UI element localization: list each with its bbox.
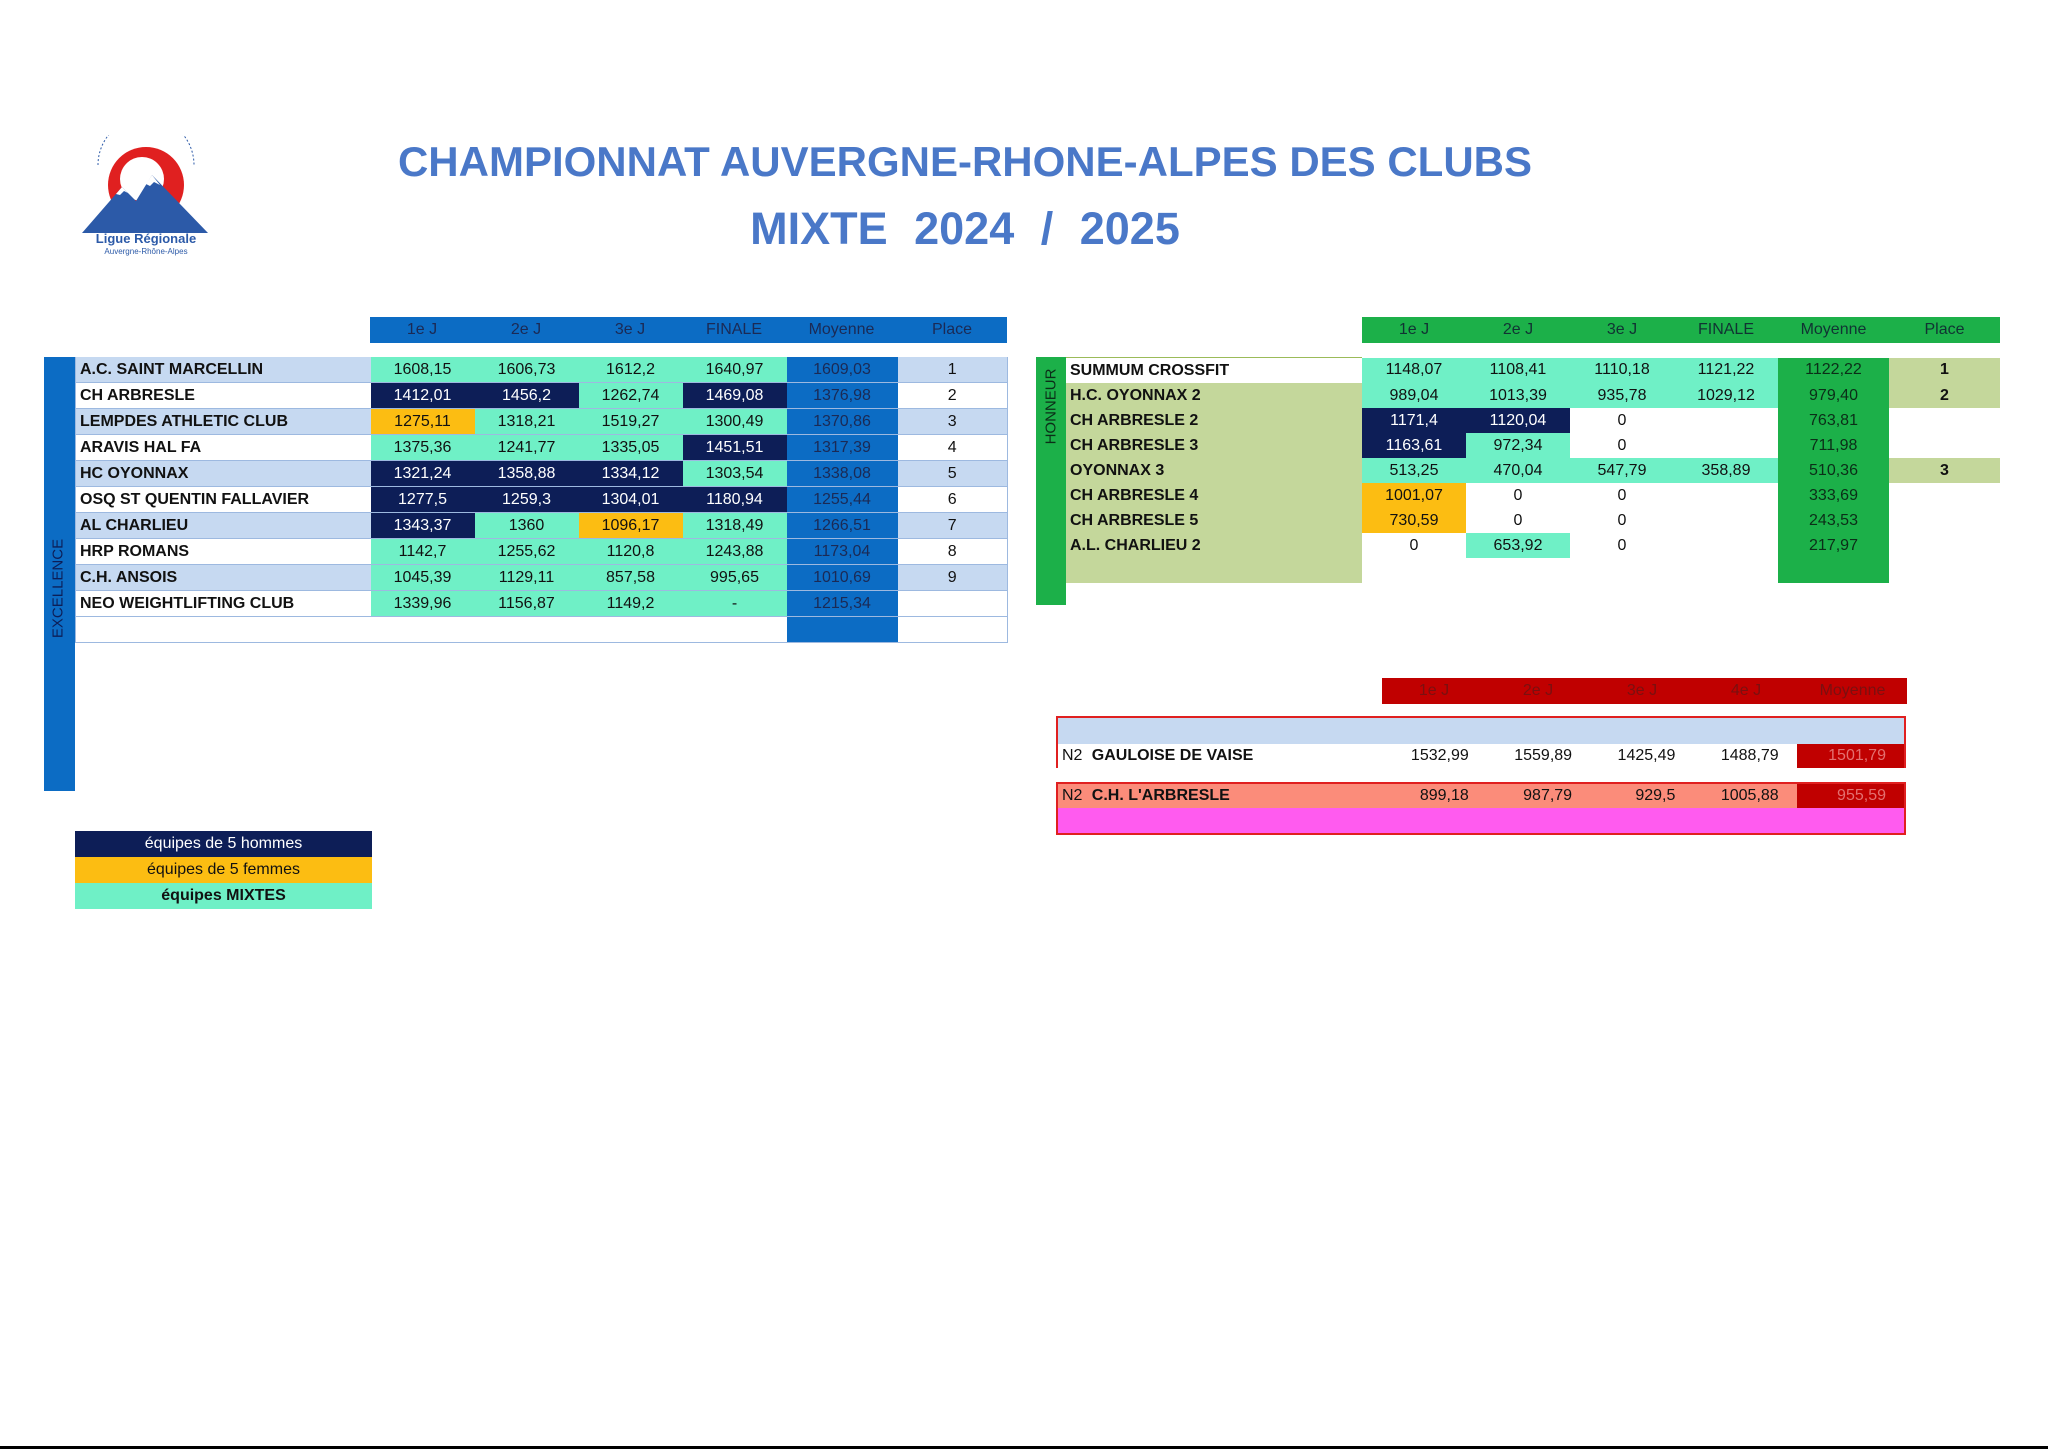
- score-moyenne: 1338,08: [787, 461, 898, 487]
- team-name: C.H. L'ARBRESLE: [1091, 787, 1230, 804]
- score-moy: 955,59: [1797, 784, 1904, 808]
- place: 1: [898, 357, 1008, 383]
- table-row: [1066, 533, 2000, 558]
- excellence-header: [75, 317, 1007, 343]
- score-moyenne: 979,40: [1778, 383, 1889, 408]
- header-3ej: 3e J: [578, 317, 682, 343]
- header-2ej: 2e J: [474, 317, 578, 343]
- score-moyenne: 1376,98: [787, 383, 898, 409]
- score-finale: 1318,49: [683, 513, 787, 539]
- season-subtitle: MIXTE 2024 / 2025: [750, 203, 1180, 254]
- empty-cell: [371, 617, 475, 643]
- score-j1: 1045,39: [371, 565, 475, 591]
- score-moyenne: 243,53: [1778, 508, 1889, 533]
- empty-cell: [787, 617, 898, 643]
- score-j2: 1360: [475, 513, 579, 539]
- score-finale: 1303,54: [683, 461, 787, 487]
- score-j4: 1488,79: [1720, 747, 1779, 764]
- table-row: [76, 565, 1008, 591]
- n2-pink-row: [1058, 808, 1904, 833]
- score-j1: 0: [1362, 533, 1466, 558]
- header-place: Place: [897, 317, 1007, 343]
- table-row: [1066, 458, 2000, 483]
- place: 9: [898, 565, 1008, 591]
- score-moyenne: 1370,86: [787, 409, 898, 435]
- score-moyenne: 217,97: [1778, 533, 1889, 558]
- place: [1889, 433, 2000, 458]
- score-j3: 929,5: [1635, 787, 1676, 804]
- table-row: [76, 357, 1008, 383]
- team-name: CH ARBRESLE 4: [1066, 483, 1362, 508]
- table-row: [76, 461, 1008, 487]
- table-row: [76, 513, 1008, 539]
- score-finale: 1469,08: [683, 383, 787, 409]
- header-4ej: 4e J: [1694, 678, 1798, 704]
- empty-cell: [475, 617, 579, 643]
- n2-header: [1382, 678, 1907, 704]
- legend-women: équipes de 5 femmes: [75, 857, 372, 883]
- place: [898, 591, 1008, 617]
- score-j1: 1148,07: [1362, 358, 1466, 384]
- score-moyenne: 1255,44: [787, 487, 898, 513]
- table-row: [1066, 483, 2000, 508]
- score-j3: 547,79: [1570, 458, 1674, 483]
- score-j1: 899,18: [1419, 787, 1469, 804]
- score-j3: 1335,05: [579, 435, 683, 461]
- score-j2: 1120,04: [1466, 408, 1570, 433]
- empty-cell: [579, 617, 683, 643]
- n2-block-2: [1056, 782, 1906, 835]
- table-row-empty: [1066, 558, 2000, 583]
- place: [1889, 533, 2000, 558]
- score-j3: 0: [1570, 483, 1674, 508]
- score-j2: 0: [1466, 483, 1570, 508]
- score-moy: 1501,79: [1797, 744, 1904, 768]
- place: [1889, 508, 2000, 533]
- place: 2: [1889, 383, 2000, 408]
- page-title: CHAMPIONNAT AUVERGNE-RHONE-ALPES DES CLUBS: [397, 138, 1533, 185]
- score-moyenne: 711,98: [1778, 433, 1889, 458]
- table-row: [1066, 433, 2000, 458]
- table-row-empty: [76, 617, 1008, 643]
- score-finale: 1121,22: [1674, 358, 1778, 384]
- header-2ej: 2e J: [1466, 317, 1570, 343]
- logo-name: Ligue Régionale: [95, 231, 197, 246]
- score-j2: 0: [1466, 508, 1570, 533]
- score-j1: 989,04: [1362, 383, 1466, 408]
- team-name: AL CHARLIEU: [76, 513, 371, 539]
- empty-cell: [1362, 558, 1466, 583]
- score-j3: 1110,18: [1570, 358, 1674, 384]
- score-moyenne: 763,81: [1778, 408, 1889, 433]
- score-moyenne: 1215,34: [787, 591, 898, 617]
- score-j1: 1608,15: [371, 357, 475, 383]
- header-finale: FINALE: [1674, 317, 1778, 343]
- score-j1: 1375,36: [371, 435, 475, 461]
- score-j3: 1304,01: [579, 487, 683, 513]
- score-moyenne: 1317,39: [787, 435, 898, 461]
- division-level: N2: [1062, 787, 1083, 804]
- empty-cell: [1674, 558, 1778, 583]
- score-finale: [1674, 433, 1778, 458]
- score-j2: 1358,88: [475, 461, 579, 487]
- team-name: CH ARBRESLE: [76, 383, 371, 409]
- team-name: CH ARBRESLE 3: [1066, 433, 1362, 458]
- score-finale: [1674, 508, 1778, 533]
- score-j1: 1343,37: [371, 513, 475, 539]
- header-2ej: 2e J: [1486, 678, 1590, 704]
- score-j2: 972,34: [1466, 433, 1570, 458]
- score-j3: 1612,2: [579, 357, 683, 383]
- table-row: [76, 591, 1008, 617]
- score-j3: 1120,8: [579, 539, 683, 565]
- score-j1: 1001,07: [1362, 483, 1466, 508]
- table-row: [76, 435, 1008, 461]
- legend-men: équipes de 5 hommes: [75, 831, 372, 857]
- division-level: N2: [1062, 747, 1083, 764]
- n2-block-1: [1056, 716, 1906, 768]
- header-place: Place: [1889, 317, 2000, 343]
- score-j2: 653,92: [1466, 533, 1570, 558]
- team-name: A.L. CHARLIEU 2: [1066, 533, 1362, 558]
- score-finale: [1674, 483, 1778, 508]
- score-j1: 1142,7: [371, 539, 475, 565]
- team-name: CH ARBRESLE 5: [1066, 508, 1362, 533]
- team-name: C.H. ANSOIS: [76, 565, 371, 591]
- score-j2: 1456,2: [475, 383, 579, 409]
- score-finale: 1640,97: [683, 357, 787, 383]
- team-name: SUMMUM CROSSFIT: [1066, 358, 1362, 384]
- table-row: [76, 487, 1008, 513]
- score-j1: 1277,5: [371, 487, 475, 513]
- score-finale: 1029,12: [1674, 383, 1778, 408]
- header-moyenne: Moyenne: [786, 317, 897, 343]
- header-finale: FINALE: [682, 317, 786, 343]
- score-j1: 1321,24: [371, 461, 475, 487]
- table-row: [1058, 784, 1904, 808]
- score-j2: 1108,41: [1466, 358, 1570, 384]
- place: 4: [898, 435, 1008, 461]
- logo-subtitle: Auvergne-Rhône-Alpes: [104, 247, 188, 256]
- empty-cell: [683, 617, 787, 643]
- place: 2: [898, 383, 1008, 409]
- honneur-label: HONNEUR: [1042, 368, 1060, 445]
- score-j2: 1013,39: [1466, 383, 1570, 408]
- empty-cell: [76, 617, 371, 643]
- score-j2: 1318,21: [475, 409, 579, 435]
- excellence-label: EXCELLENCE: [49, 538, 67, 639]
- header-1ej: 1e J: [1382, 678, 1486, 704]
- empty-cell: [1466, 558, 1570, 583]
- header-1ej: 1e J: [370, 317, 474, 343]
- place: 5: [898, 461, 1008, 487]
- table-row: [1058, 744, 1904, 768]
- score-j2: 1129,11: [475, 565, 579, 591]
- legend: [75, 831, 372, 909]
- score-moyenne: 1173,04: [787, 539, 898, 565]
- score-moyenne: 1122,22: [1778, 358, 1889, 384]
- score-j1: 1339,96: [371, 591, 475, 617]
- team-name: A.C. SAINT MARCELLIN: [76, 357, 371, 383]
- score-moyenne: 333,69: [1778, 483, 1889, 508]
- score-j3: 1262,74: [579, 383, 683, 409]
- team-name: CH ARBRESLE 2: [1066, 408, 1362, 433]
- mountain-logo-icon: [76, 135, 216, 235]
- n2-spacer-row: [1058, 718, 1904, 744]
- score-j1: 1275,11: [371, 409, 475, 435]
- score-j2: 1559,89: [1514, 747, 1573, 764]
- empty-cell: [1570, 558, 1674, 583]
- place: 3: [898, 409, 1008, 435]
- score-j2: 987,79: [1523, 787, 1573, 804]
- score-j3: 1096,17: [579, 513, 683, 539]
- score-finale: 358,89: [1674, 458, 1778, 483]
- team-name: LEMPDES ATHLETIC CLUB: [76, 409, 371, 435]
- team-name: OYONNAX 3: [1066, 458, 1362, 483]
- score-j3: 1149,2: [579, 591, 683, 617]
- score-j1: 1163,61: [1362, 433, 1466, 458]
- score-moyenne: 1266,51: [787, 513, 898, 539]
- score-j1: 730,59: [1362, 508, 1466, 533]
- score-finale: 1243,88: [683, 539, 787, 565]
- score-j3: 0: [1570, 508, 1674, 533]
- place: [1889, 408, 2000, 433]
- table-row: [1066, 508, 2000, 533]
- team-name: HRP ROMANS: [76, 539, 371, 565]
- score-j1: 1412,01: [371, 383, 475, 409]
- empty-cell: [1778, 558, 1889, 583]
- score-j3: 857,58: [579, 565, 683, 591]
- score-finale: -: [683, 591, 787, 617]
- place: 3: [1889, 458, 2000, 483]
- score-moyenne: 1010,69: [787, 565, 898, 591]
- score-j2: 1156,87: [475, 591, 579, 617]
- score-j3: 0: [1570, 533, 1674, 558]
- score-finale: [1674, 408, 1778, 433]
- table-row: [76, 383, 1008, 409]
- empty-cell: [898, 617, 1008, 643]
- score-j2: 1259,3: [475, 487, 579, 513]
- header-moyenne: Moyenne: [1798, 678, 1907, 704]
- score-finale: 1180,94: [683, 487, 787, 513]
- score-j1: 1171,4: [1362, 408, 1466, 433]
- place: 7: [898, 513, 1008, 539]
- team-name: HC OYONNAX: [76, 461, 371, 487]
- score-finale: 1451,51: [683, 435, 787, 461]
- empty-cell: [1066, 558, 1362, 583]
- score-j3: 1425,49: [1617, 747, 1676, 764]
- legend-mixed: équipes MIXTES: [75, 883, 372, 909]
- score-finale: 995,65: [683, 565, 787, 591]
- score-j4: 1005,88: [1720, 787, 1779, 804]
- team-name: ARAVIS HAL FA: [76, 435, 371, 461]
- score-finale: [1674, 533, 1778, 558]
- score-finale: 1300,49: [683, 409, 787, 435]
- header-3ej: 3e J: [1570, 317, 1674, 343]
- score-j3: 1334,12: [579, 461, 683, 487]
- place: 8: [898, 539, 1008, 565]
- table-row: [76, 539, 1008, 565]
- team-name: NEO WEIGHTLIFTING CLUB: [76, 591, 371, 617]
- table-row: [1066, 358, 2000, 384]
- score-j1: 1532,99: [1410, 747, 1469, 764]
- score-j3: 0: [1570, 408, 1674, 433]
- header-3ej: 3e J: [1590, 678, 1694, 704]
- place: [1889, 483, 2000, 508]
- score-j2: 1255,62: [475, 539, 579, 565]
- excellence-table: [75, 357, 1008, 643]
- score-j3: 1519,27: [579, 409, 683, 435]
- score-j3: 935,78: [1570, 383, 1674, 408]
- score-j3: 0: [1570, 433, 1674, 458]
- team-name: GAULOISE DE VAISE: [1091, 747, 1254, 764]
- score-j2: 1241,77: [475, 435, 579, 461]
- team-name: OSQ ST QUENTIN FALLAVIER: [76, 487, 371, 513]
- header-moyenne: Moyenne: [1778, 317, 1889, 343]
- table-row: [76, 409, 1008, 435]
- header-1ej: 1e J: [1362, 317, 1466, 343]
- honneur-table: [1066, 357, 2000, 583]
- score-j2: 1606,73: [475, 357, 579, 383]
- place: 6: [898, 487, 1008, 513]
- team-name: H.C. OYONNAX 2: [1066, 383, 1362, 408]
- score-moyenne: 510,36: [1778, 458, 1889, 483]
- score-moyenne: 1609,03: [787, 357, 898, 383]
- empty-cell: [1889, 558, 2000, 583]
- place: 1: [1889, 358, 2000, 384]
- table-row: [1066, 408, 2000, 433]
- ligue-logo: [76, 135, 216, 261]
- score-j1: 513,25: [1362, 458, 1466, 483]
- score-j2: 470,04: [1466, 458, 1570, 483]
- table-row: [1066, 383, 2000, 408]
- honneur-header: [1066, 317, 2000, 343]
